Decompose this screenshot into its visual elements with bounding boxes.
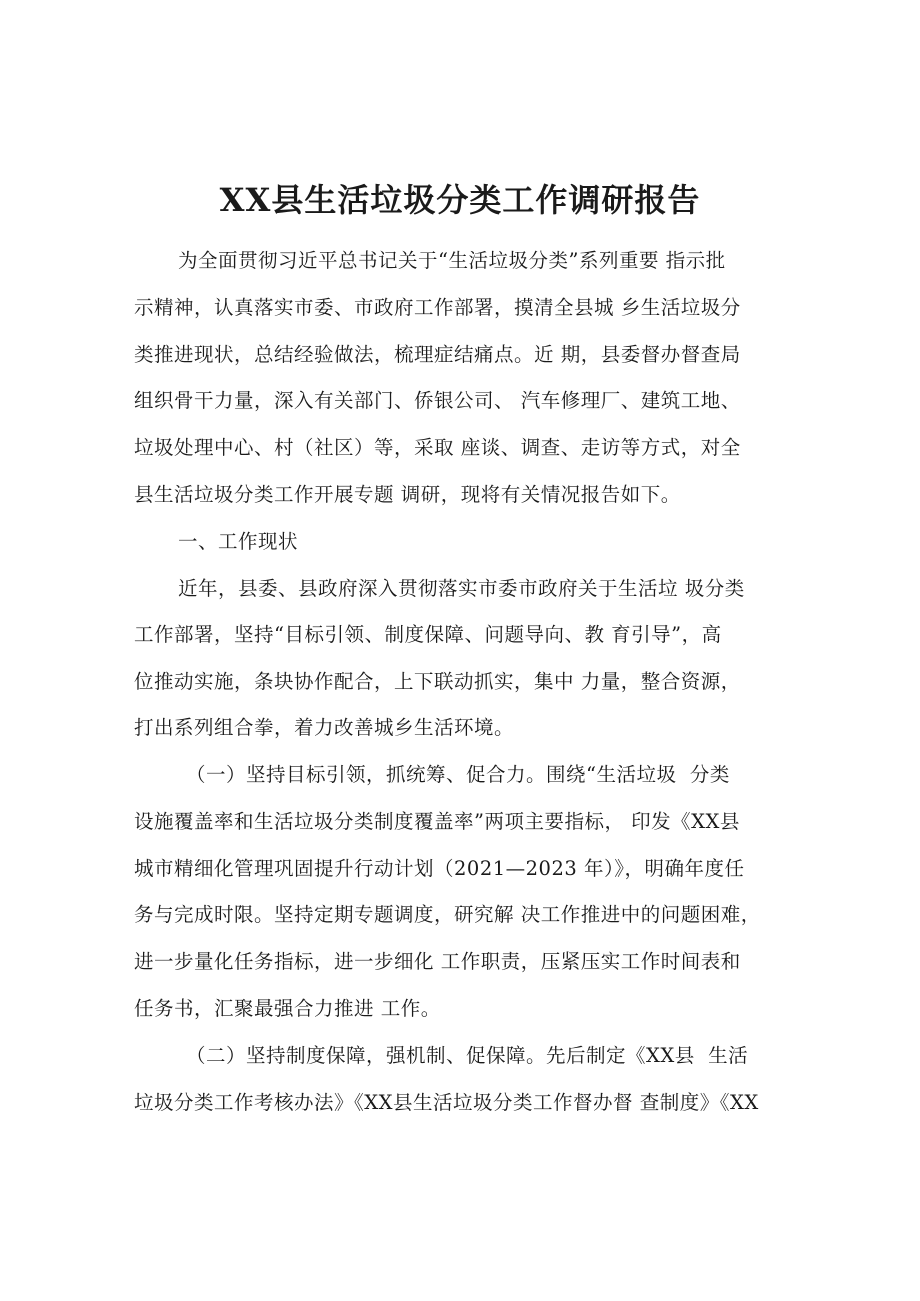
paragraph-line: 近年，县委、县政府深入贯彻落实市委市政府关于生活垃 圾分类	[178, 577, 745, 600]
paragraph-line: 组织骨干力量，深入有关部门、侨银公司、 汽车修理厂、建筑工地、	[134, 389, 741, 412]
paragraph-line: 任务书，汇聚最强合力推进 工作。	[134, 997, 441, 1020]
subsection-line: （一）坚持目标引领，抓统筹、促合力。围绕“生活垃圾 分类	[186, 763, 730, 786]
paragraph-line: 示精神，认真落实市委、市政府工作部署，摸清全县城 乡生活垃圾分	[134, 296, 741, 319]
paragraph-line: 类推进现状，总结经验做法，梳理症结痛点。近 期，县委督办督查局	[134, 343, 741, 366]
paragraph-line: 为全面贯彻习近平总书记关于“生活垃圾分类”系列重要 指示批	[178, 249, 726, 272]
subsection-line: （二）坚持制度保障，强机制、促保障。先后制定《XX县 生活	[186, 1044, 749, 1067]
paragraph-line: 设施覆盖率和生活垃圾分类制度覆盖率”两项主要指标， 印发《XX县	[134, 810, 740, 833]
section-heading: 一、工作现状	[178, 530, 299, 553]
paragraph-line: 位推动实施，条块协作配合，上下联动抓实，集中 力量，整合资源，	[134, 670, 741, 693]
paragraph-line: 县生活垃圾分类工作开展专题 调研，现将有关情况报告如下。	[134, 483, 681, 506]
paragraph-line: 城市精细化管理巩固提升行动计划（2021—2023 年）》，明确年度任	[134, 857, 745, 880]
paragraph-line: 工作部署，坚持“目标引领、制度保障、问题导向、教 育引导”，高	[134, 623, 722, 646]
paragraph-line: 打出系列组合拳，着力改善城乡生活环境。	[134, 716, 515, 739]
paragraph-line: 垃圾分类工作考核办法》《XX县生活垃圾分类工作督办督 查制度》《XX	[134, 1091, 759, 1114]
document-title: XX县生活垃圾分类工作调研报告	[219, 181, 701, 219]
paragraph-line: 务与完成时限。坚持定期专题调度，研究解 决工作推进中的问题困难，	[134, 903, 761, 926]
paragraph-line: 垃圾处理中心、村（社区）等，采取 座谈、调查、走访等方式，对全	[134, 436, 741, 459]
paragraph-line: 进一步量化任务指标，进一步细化 工作职责，压紧压实工作时间表和	[134, 950, 741, 973]
